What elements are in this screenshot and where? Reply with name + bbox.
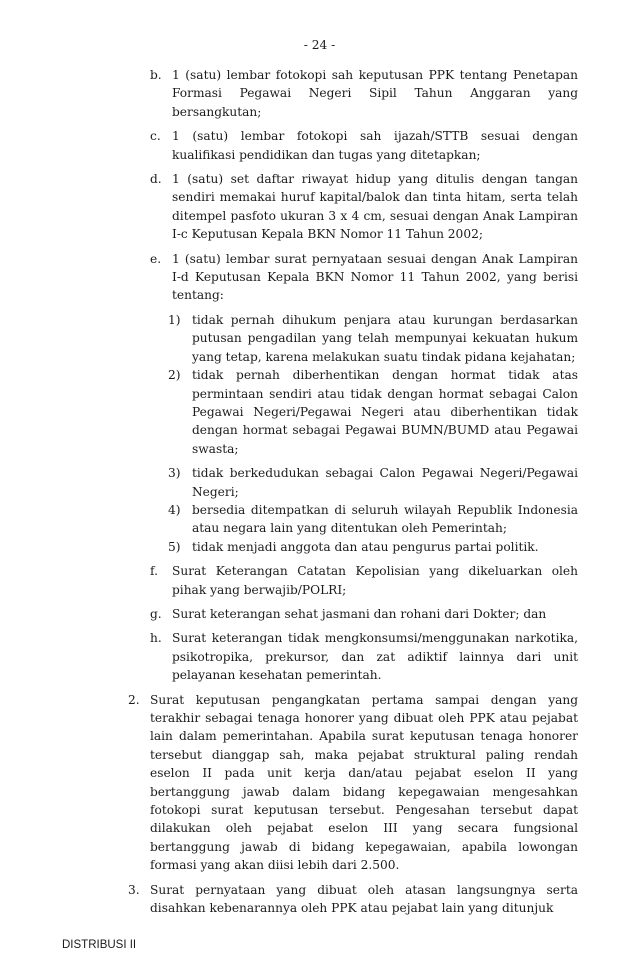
sub-item-4 <box>168 501 578 538</box>
sub-item-text: bersedia ditempatkan di seluruh wilayah Republik Indonesia atau negara lain yang ditentukan oleh Pemerintah; <box>192 502 578 536</box>
sub-marker: 1) <box>168 312 181 327</box>
list-item-text: Surat Keterangan Catatan Kepolisian yang dikeluarkan oleh pihak yang berwajib/POLRI; <box>172 564 578 597</box>
sub-item-text: tidak berkedudukan sebagai Calon Pegawai Negeri/Pegawai Negeri; <box>192 466 578 499</box>
numbered-item-text: Surat keputusan pengangkatan pertama sampai dengan yang terakhir sebagai tenaga honorer yang dibuat oleh PPK atau pejabat lain dalam pemerintahan. Apabila surat keputusan tenaga honorer tersebut dianggap sah, maka pejabat struktural paling rendah eselon II pada unit kerja dan/atau pejabat eselon II yang bertanggung jawab dalam bidang kepegawaian mengesahkan fotokopi surat keputusan tersebut. Pengesahan tersebut dapat dilakukan oleh pejabat eselon III yang secara fungsional bertanggung jawab di bidang kepegawaian, apabila lowongan formasi yang akan diisi lebih dari 2.500. <box>150 692 578 873</box>
list-marker: c. <box>150 129 161 144</box>
sub-marker: 5) <box>168 539 181 554</box>
list-item-c <box>150 127 578 164</box>
numbered-item-3 <box>128 881 578 918</box>
list-marker: b. <box>150 68 162 82</box>
numbered-item-text: Surat pernyataan yang dibuat oleh atasan langsungnya serta disahkan kebenarannya oleh PPK atau pejabat lain yang ditunjuk <box>150 882 578 916</box>
sub-marker: 3) <box>168 466 181 481</box>
sub-marker: 4) <box>168 502 181 517</box>
sub-item-text: tidak pernah dihukum penjara atau kurungan berdasarkan putusan pengadilan yang telah mempunyai kekuatan hukum yang tetap, karena melakukan suatu tindak pidana kejahatan; <box>192 312 578 364</box>
sub-item-2 <box>168 366 578 458</box>
list-marker: h. <box>150 631 162 646</box>
list-marker: e. <box>150 251 162 266</box>
sub-item-1 <box>168 311 578 366</box>
page-number: - 24 - <box>303 38 336 52</box>
list-item-d <box>150 170 578 244</box>
list-item-text: Surat keterangan tidak mengkonsumsi/menggunakan narkotika, psikotropika, prekursor, dan zat adiktif lainnya dari unit pelayanan kesehatan pemerintah. <box>172 631 578 683</box>
sub-item-text: tidak menjadi anggota dan atau pengurus partai politik. <box>192 539 539 554</box>
numbered-marker: 3. <box>128 882 140 897</box>
numbered-item-2 <box>128 691 578 875</box>
list-item-h <box>150 629 578 684</box>
list-item-f <box>150 562 578 599</box>
list-item-b <box>150 66 578 121</box>
list-item-text: 1 (satu) lembar fotokopi sah keputusan PPK tentang Penetapan Formasi Pegawai Negeri Sipil Tahun Anggaran yang bersangkutan; <box>172 68 578 119</box>
sub-item-5 <box>168 538 578 556</box>
document-body <box>128 66 578 917</box>
list-item-text: 1 (satu) set daftar riwayat hidup yang ditulis dengan tangan sendiri memakai huruf kapital/balok dan tinta hitam, serta telah ditempel pasfoto ukuran 3 x 4 cm, sesuai dengan Anak Lampiran I-c Keputusan Kepala BKN Nomor 11 Tahun 2002; <box>172 172 578 242</box>
list-item-e <box>150 250 578 305</box>
footer-label: DISTRIBUSI II <box>62 939 137 951</box>
list-item-text: Surat keterangan sehat jasmani dan rohani dari Dokter; dan <box>172 606 547 621</box>
sub-marker: 2) <box>168 368 181 383</box>
list-marker: d. <box>150 172 162 187</box>
list-item-g <box>150 605 578 623</box>
numbered-marker: 2. <box>128 692 140 707</box>
list-marker: g. <box>150 606 162 621</box>
sub-item-text: tidak pernah diberhentikan dengan hormat tidak atas permintaan sendiri atau tidak dengan hormat sebagai Calon Pegawai Negeri/Pegawai Negeri atau diberhentikan tidak dengan hormat sebagai Pegawai BUMN/BUMD atau Pegawai swasta; <box>192 368 578 456</box>
list-item-text: 1 (satu) lembar surat pernyataan sesuai dengan Anak Lampiran I-d Keputusan Kepala BKN Nomor 11 Tahun 2002, yang berisi tentang: <box>172 251 578 303</box>
sub-item-3 <box>168 464 578 501</box>
list-item-text: 1 (satu) lembar fotokopi sah ijazah/STTB sesuai dengan kualifikasi pendidikan dan tugas yang ditetapkan; <box>172 129 578 162</box>
list-marker: f. <box>150 564 158 579</box>
